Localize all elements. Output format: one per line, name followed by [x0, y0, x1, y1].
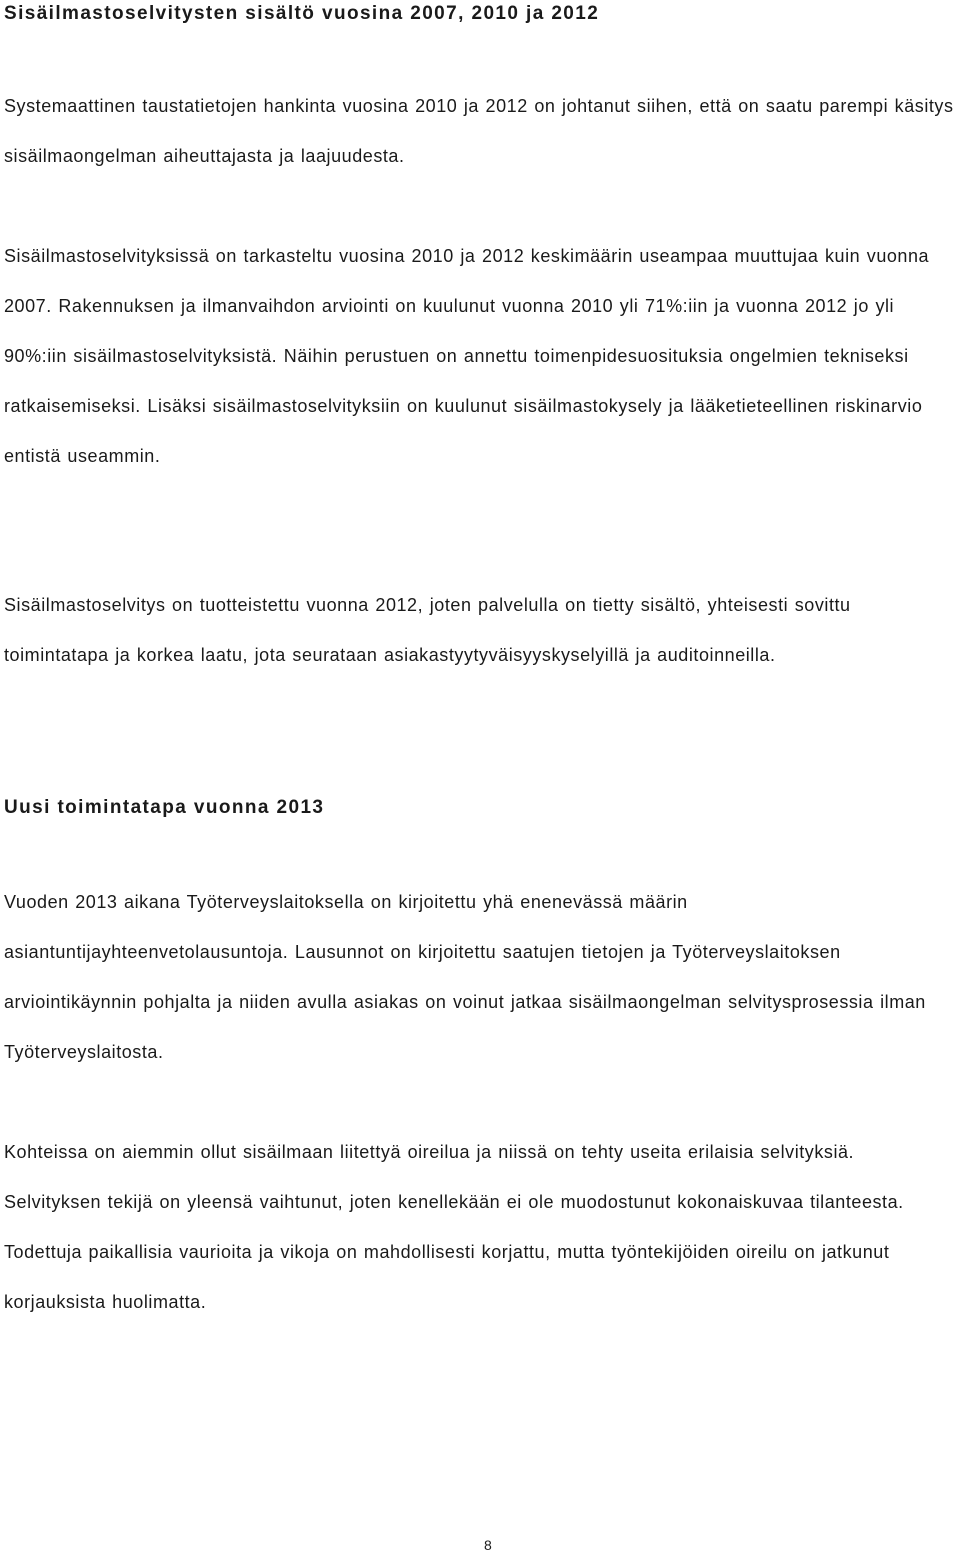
section-heading-new-practice: Uusi toimintatapa vuonna 2013 — [4, 797, 325, 818]
paragraph-text: Systemaattinen taustatietojen hankinta vuosina 2010 ja 2012 on johtanut siihen, että on saatu parempi käsitys sisäilmaongelman aiheuttajasta ja laajuudesta. — [4, 96, 954, 166]
paragraph-expert-statements — [4, 877, 956, 1077]
paragraph-background — [4, 81, 956, 181]
paragraph-text: Vuoden 2013 aikana Työterveyslaitoksella on kirjoitettu yhä enenevässä määrin asiantuntijayhteenvetolausuntoja. Lausunnot on kirjoitettu saatujen tietojen ja Työterveyslaitoksen arviointikäynnin pohjalta ja niiden avulla asiakas on voinut jatkaa sisäilmaongelman selvitysprosessia ilman Työterveyslaitosta. — [4, 892, 926, 1062]
paragraph-text: Kohteissa on aiemmin ollut sisäilmaan liitettyä oireilua ja niissä on tehty useita erilaisia selvityksiä. Selvityksen tekijä on yleensä vaihtunut, joten kenellekään ei ole muodostunut kokonaiskuvaa tilanteesta. Todettuja paikallisia vaurioita ja vikoja on mahdollisesti korjattu, mutta työntekijöiden oireilu on jatkunut korjauksista huolimatta. — [4, 1142, 904, 1312]
paragraph-variables — [4, 231, 956, 481]
paragraph-prior-symptoms — [4, 1127, 956, 1327]
section-heading-content: Sisäilmastoselvitysten sisältö vuosina 2007, 2010 ja 2012 — [4, 3, 600, 24]
paragraph-text: Sisäilmastoselvityksissä on tarkasteltu vuosina 2010 ja 2012 keskimäärin useampaa muuttujaa kuin vuonna 2007. Rakennuksen ja ilmanvaihdon arviointi on kuulunut vuonna 2010 yli 71%:iin ja vuonna 2012 jo yli 90%:iin sisäilmastoselvityksistä. Näihin perustuen on annettu toimenpidesuosituksia ongelmien tekniseksi ratkaisemiseksi. Lisäksi sisäilmastoselvityksiin on kuulunut sisäilmastokysely ja lääketieteellinen riskinarvio entistä useammin. — [4, 246, 930, 466]
page-number: 8 — [484, 1537, 492, 1553]
paragraph-text: Sisäilmastoselvitys on tuotteistettu vuonna 2012, joten palvelulla on tietty sisältö, yhteisesti sovittu toimintatapa ja korkea laatu, jota seurataan asiakastyytyväisyyskyselyillä ja auditoinneilla. — [4, 595, 851, 665]
paragraph-productized — [4, 580, 956, 680]
